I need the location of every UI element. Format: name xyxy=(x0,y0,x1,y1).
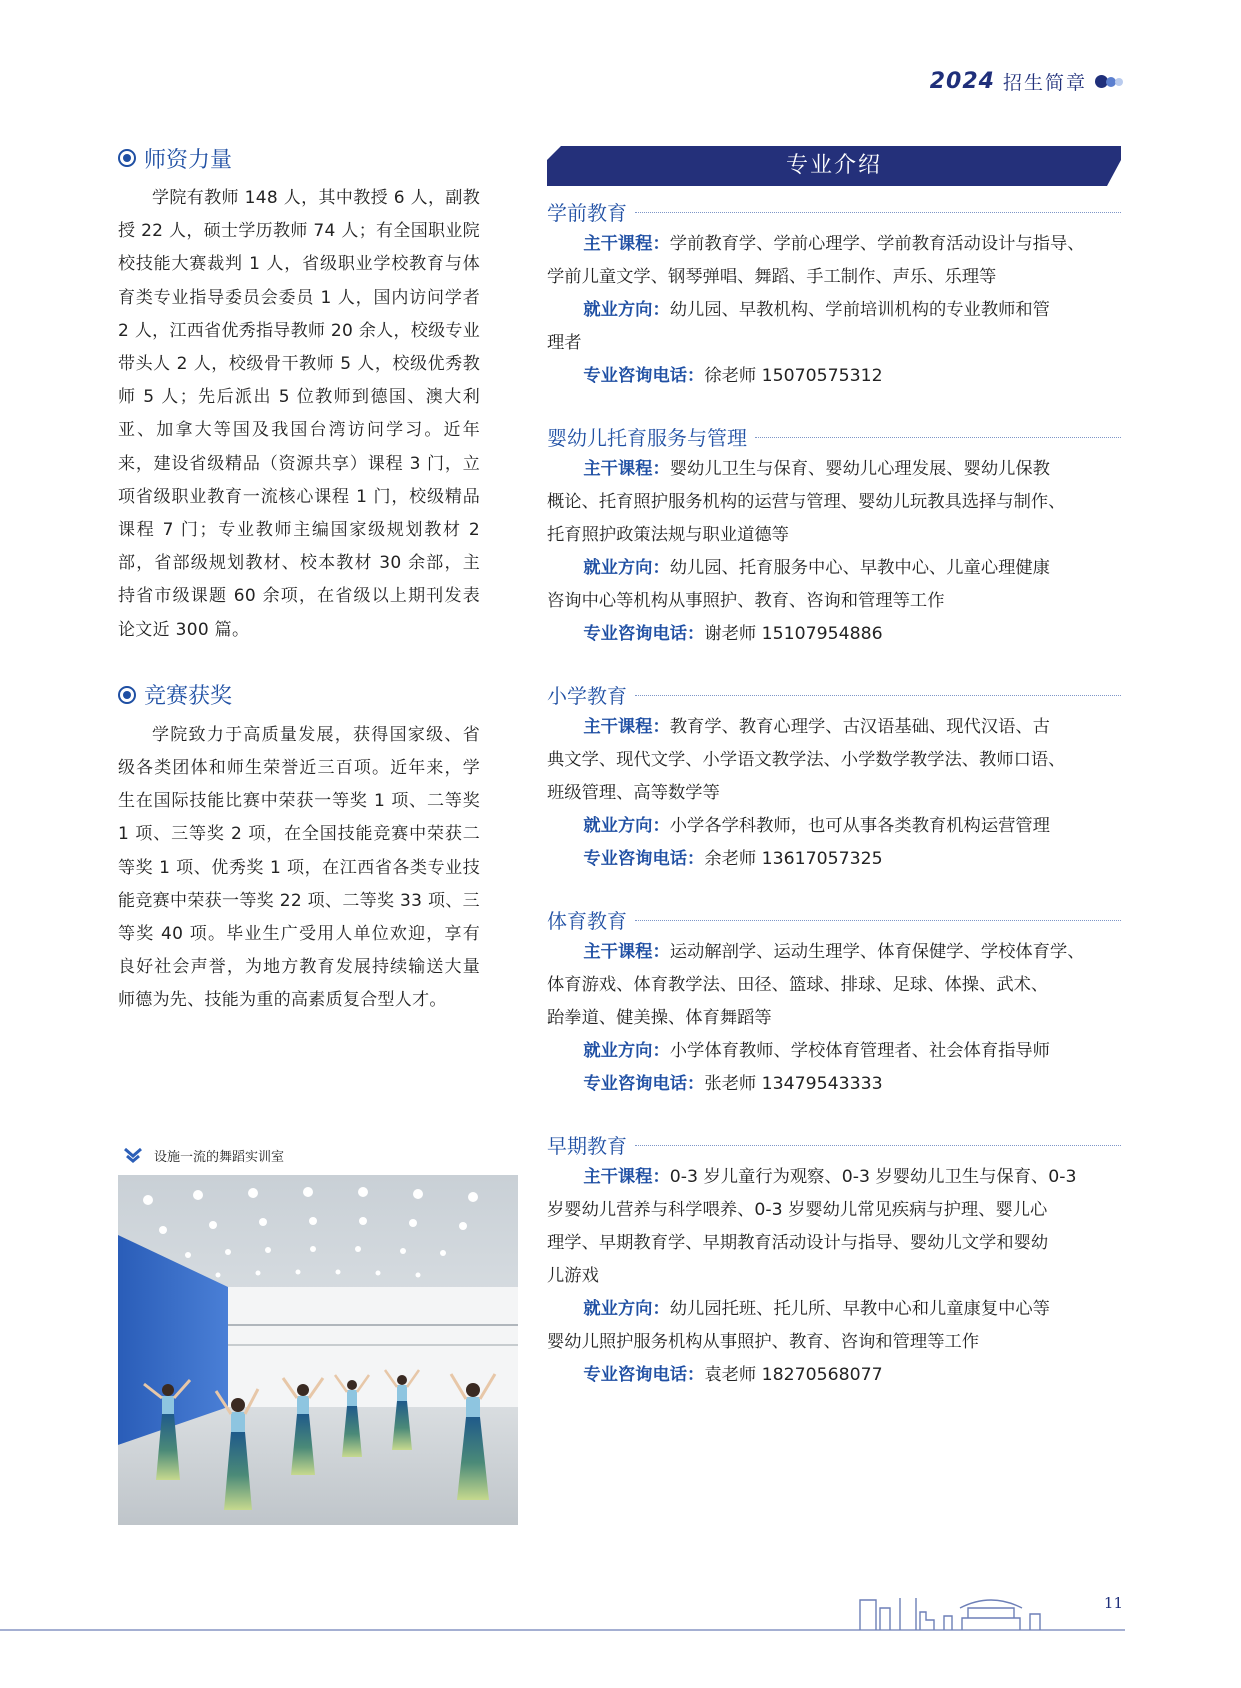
course-line: 典文学、现代文学、小学语文教学法、小学数学教学法、教师口语、 xyxy=(547,750,1066,770)
header-year: 2024 xyxy=(929,69,995,94)
major-heading xyxy=(547,1127,1121,1161)
course-text: 运动解剖学、运动生理学、体育保健学、学校体育学、 xyxy=(669,942,1085,962)
course-label: 主干课程： xyxy=(583,942,670,962)
phone-label: 专业咨询电话： xyxy=(583,624,705,644)
faculty-heading xyxy=(118,140,480,176)
header-title: 招生简章 xyxy=(1002,72,1087,94)
phone-line xyxy=(547,843,1121,876)
major-name: 小学教育 xyxy=(547,683,627,708)
job-text: 幼儿园、早教机构、学前培训机构的专业教师和管 xyxy=(669,300,1050,320)
major-block xyxy=(547,677,1121,876)
page-header xyxy=(930,68,1123,95)
major-heading xyxy=(547,677,1121,711)
course-line: 儿游戏 xyxy=(547,1266,599,1286)
dance-studio-photo xyxy=(118,1175,518,1525)
course-text: 0-3 岁儿童行为观察、0-3 岁婴幼儿卫生与保育、0-3 xyxy=(669,1167,1077,1187)
course-line xyxy=(547,711,1121,744)
major-name: 早期教育 xyxy=(547,1133,627,1158)
major-heading xyxy=(547,194,1121,228)
phone-text: 张老师 13479543333 xyxy=(704,1074,883,1094)
job-label: 就业方向： xyxy=(583,1299,670,1319)
major-block xyxy=(547,419,1121,651)
faculty-heading-text: 师资力量 xyxy=(144,147,233,173)
job-label: 就业方向： xyxy=(583,816,670,836)
course-line xyxy=(547,228,1121,261)
course-label: 主干课程： xyxy=(583,1167,670,1187)
job-line xyxy=(547,294,1121,327)
phone-line xyxy=(547,1068,1121,1101)
awards-heading xyxy=(118,677,480,713)
photo-caption-text: 设施一流的舞蹈实训室 xyxy=(154,1150,285,1165)
circle-bullet-icon xyxy=(118,149,136,167)
job-text: 幼儿园、托育服务中心、早教中心、儿童心理健康 xyxy=(669,558,1050,578)
course-line: 理学、早期教育学、早期教育活动设计与指导、婴幼儿文学和婴幼 xyxy=(547,1233,1049,1253)
major-name: 婴幼儿托育服务与管理 xyxy=(547,425,747,450)
job-line xyxy=(547,1035,1121,1068)
phone-text: 谢老师 15107954886 xyxy=(704,624,883,644)
phone-label: 专业咨询电话： xyxy=(583,849,705,869)
course-line: 托育照护政策法规与职业道德等 xyxy=(547,525,789,545)
major-name: 学前教育 xyxy=(547,200,627,225)
course-line xyxy=(547,453,1121,486)
job-line: 理者 xyxy=(547,333,582,353)
job-text: 小学各学科教师，也可从事各类教育机构运营管理 xyxy=(669,816,1050,836)
left-column xyxy=(118,140,480,1018)
banner-title: 专业介绍 xyxy=(785,153,882,178)
major-name: 体育教育 xyxy=(547,908,627,933)
dotted-divider xyxy=(635,1145,1121,1146)
job-label: 就业方向： xyxy=(583,300,670,320)
circle-bullet-icon xyxy=(118,686,136,704)
phone-line xyxy=(547,618,1121,651)
faculty-paragraph: 学院有教师 148 人，其中教授 6 人，副教授 22 人，硕士学历教师 74 人；有全国职业院校技能大赛裁判 1 人，省级职业学校教育与体育类专业指导委员会委员 1 人，国内访问学者 2 人，江西省优秀指导教师 20 余人，校级专业带头人 2 人，校级骨干教师 5 人，校级优秀教师 5 人；先后派出 5 位教师到德国、澳大利亚、加拿大等国及我国台湾访问学习。近年来，建设省级精品（资源共享）课程 3 门，立项省级职业教育一流核心课程 1 门，校级精品课程 7 门；专业教师主编国家级规划教材 2 部，省部级规划教材、校本教材 30 余部，主持省市级课题 60 余项，在省级以上期刊发表论文近 300 篇。 xyxy=(118,188,480,640)
course-line xyxy=(547,1161,1121,1194)
course-line: 学前儿童文学、钢琴弹唱、舞蹈、手工制作、声乐、乐理等 xyxy=(547,267,997,287)
job-text: 幼儿园托班、托儿所、早教中心和儿童康复中心等 xyxy=(669,1299,1050,1319)
major-block xyxy=(547,194,1121,393)
dotted-divider xyxy=(755,437,1121,438)
footer-skyline xyxy=(0,1598,1241,1684)
course-label: 主干课程： xyxy=(583,234,670,254)
phone-label: 专业咨询电话： xyxy=(583,1074,705,1094)
header-dots-icon xyxy=(1095,75,1123,88)
phone-text: 徐老师 15070575312 xyxy=(704,366,883,386)
awards-heading-text: 竞赛获奖 xyxy=(144,684,233,710)
photo-caption xyxy=(122,1146,284,1165)
job-line: 咨询中心等机构从事照护、教育、咨询和管理等工作 xyxy=(547,591,945,611)
course-line: 班级管理、高等数学等 xyxy=(547,783,720,803)
course-text: 婴幼儿卫生与保育、婴幼儿心理发展、婴幼儿保教 xyxy=(669,459,1050,479)
job-line xyxy=(547,1293,1121,1326)
dotted-divider xyxy=(635,212,1121,213)
dotted-divider xyxy=(635,920,1121,921)
awards-paragraph: 学院致力于高质量发展，获得国家级、省级各类团体和师生荣誉近三百项。近年来，学生在国际技能比赛中荣获一等奖 1 项、二等奖 1 项、三等奖 2 项，在全国技能竞赛中荣获二等奖 1 项、优秀奖 1 项，在江西省各类专业技能竞赛中荣获一等奖 22 项、二等奖 33 项、三等奖 40 项。毕业生广受用人单位欢迎，享有良好社会声誉，为地方教育发展持续输送大量师德为先、技能为重的高素质复合型人才。 xyxy=(118,724,480,1011)
dotted-divider xyxy=(635,695,1121,696)
page-number: 11 xyxy=(1103,1594,1123,1612)
phone-line xyxy=(547,1359,1121,1392)
phone-text: 余老师 13617057325 xyxy=(704,849,883,869)
majors-list xyxy=(547,194,1121,1392)
course-text: 教育学、教育心理学、古汉语基础、现代汉语、古 xyxy=(669,717,1050,737)
course-line: 体育游戏、体育教学法、田径、篮球、排球、足球、体操、武术、 xyxy=(547,975,1049,995)
major-block xyxy=(547,1127,1121,1392)
job-text: 小学体育教师、学校体育管理者、社会体育指导师 xyxy=(669,1041,1050,1061)
major-block xyxy=(547,902,1121,1101)
course-text: 学前教育学、学前心理学、学前教育活动设计与指导、 xyxy=(669,234,1085,254)
phone-label: 专业咨询电话： xyxy=(583,366,705,386)
job-line xyxy=(547,552,1121,585)
chevron-down-icon xyxy=(122,1147,144,1165)
right-column xyxy=(547,146,1121,1392)
course-line: 概论、托育照护服务机构的运营与管理、婴幼儿玩教具选择与制作、 xyxy=(547,492,1066,512)
section-banner xyxy=(547,146,1121,186)
major-heading xyxy=(547,419,1121,453)
course-label: 主干课程： xyxy=(583,459,670,479)
city-skyline-icon xyxy=(860,1598,1040,1630)
course-line: 跆拳道、健美操、体育舞蹈等 xyxy=(547,1008,772,1028)
job-label: 就业方向： xyxy=(583,558,670,578)
course-line: 岁婴幼儿营养与科学喂养、0-3 岁婴幼儿常见疾病与护理、婴儿心 xyxy=(547,1200,1048,1220)
job-label: 就业方向： xyxy=(583,1041,670,1061)
phone-text: 袁老师 18270568077 xyxy=(704,1365,883,1385)
course-line xyxy=(547,936,1121,969)
job-line xyxy=(547,810,1121,843)
phone-line xyxy=(547,360,1121,393)
job-line: 婴幼儿照护服务机构从事照护、教育、咨询和管理等工作 xyxy=(547,1332,980,1352)
course-label: 主干课程： xyxy=(583,717,670,737)
phone-label: 专业咨询电话： xyxy=(583,1365,705,1385)
major-heading xyxy=(547,902,1121,936)
